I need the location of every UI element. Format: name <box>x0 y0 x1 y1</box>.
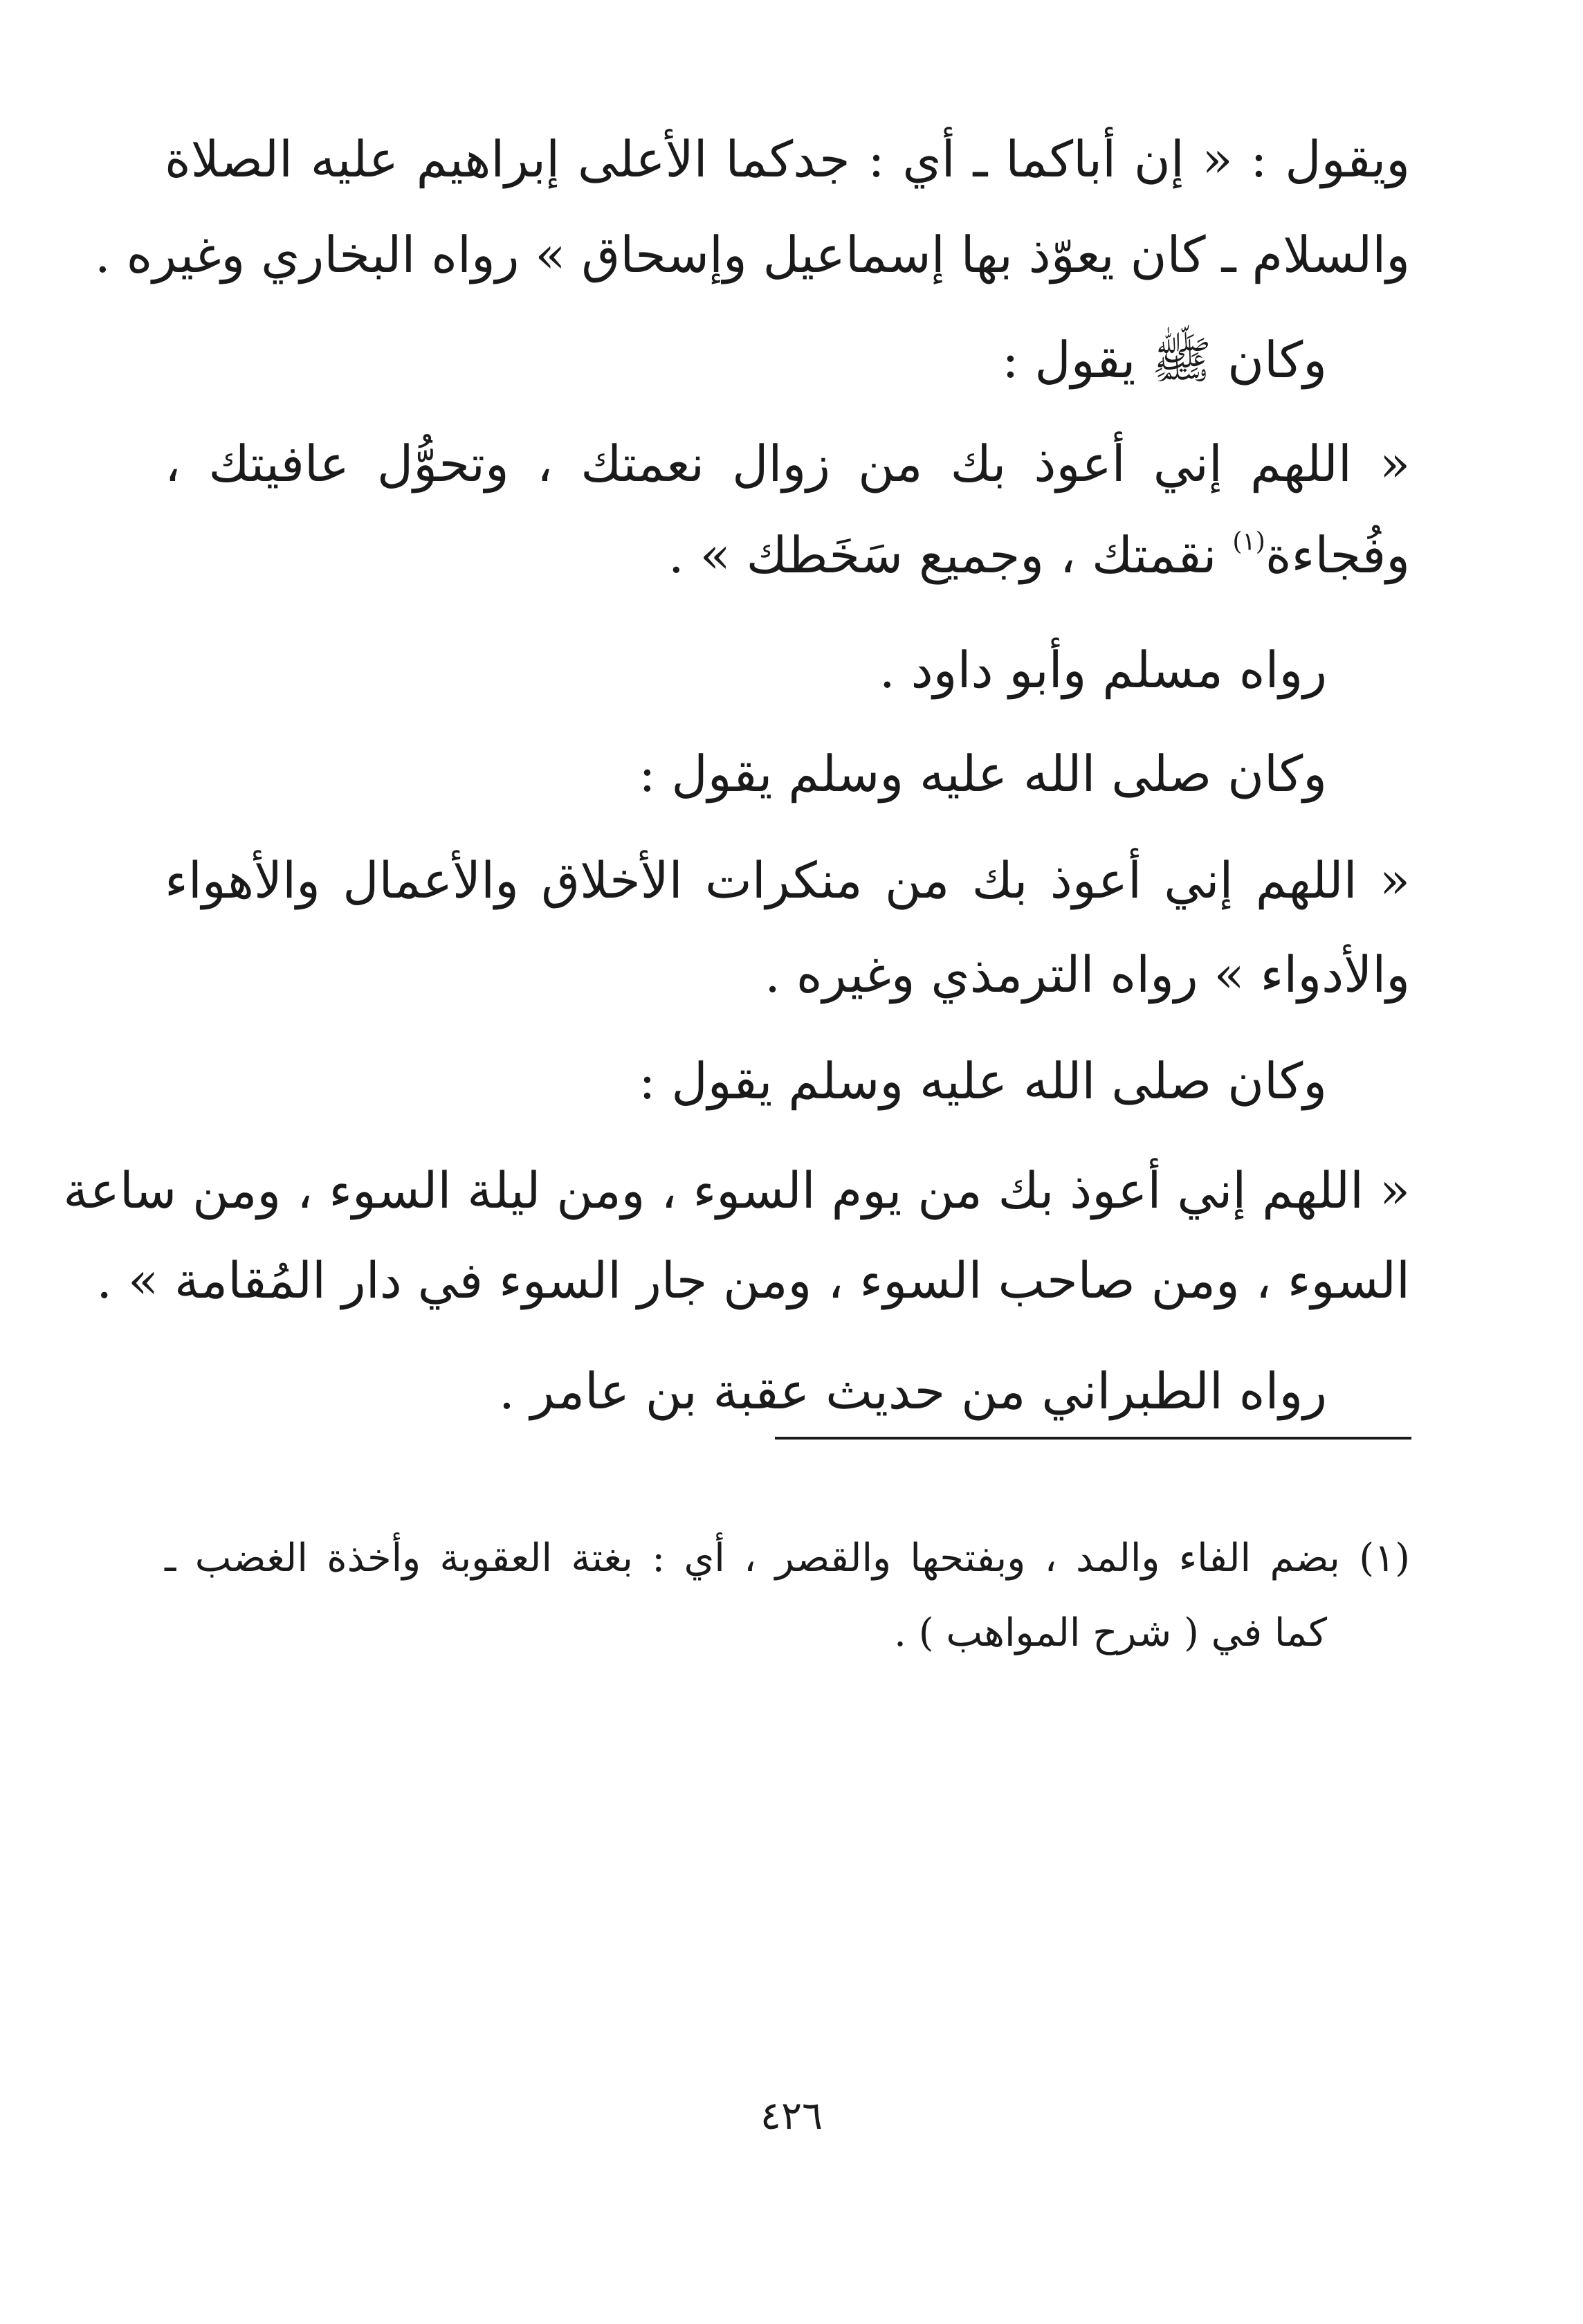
word-fujaa: وفُجاءة <box>1265 526 1410 584</box>
text-line-12: السوء ، ومن صاحب السوء ، ومن جار السوء في دار المُقامة » . <box>96 1251 1410 1309</box>
text-line-3: وكان ﷺ يقول : <box>1002 331 1327 389</box>
text-line-4: « اللهم إني أعوذ بك من زوال نعمتك ، وتحوُّل عافيتك ، <box>165 435 1410 493</box>
text-line-9: والأدواء » رواه الترمذي وغيره . <box>765 945 1410 1004</box>
footnote-line-2: كما في ( شرح المواهب ) . <box>894 1610 1327 1655</box>
text-line-13: رواه الطبراني من حديث عقبة بن عامر . <box>498 1362 1327 1420</box>
text-line-6: رواه مسلم وأبو داود . <box>879 641 1327 699</box>
text-line-5-rest: نقمتك ، وجميع سَخَطك » . <box>668 526 1217 584</box>
text-line-7: وكان صلى الله عليه وسلم يقول : <box>639 745 1327 803</box>
footnote-line-1: (١) بضم الفاء والمد ، وبفتحها والقصر ، أي : بغتة العقوبة وأخذة الغضب ـ <box>165 1536 1410 1581</box>
text-line-5 <box>165 520 1410 590</box>
footnote-marker: (١) <box>1232 527 1265 556</box>
page-number: ٤٢٦ <box>760 2094 823 2139</box>
text-line-8: « اللهم إني أعوذ بك من منكرات الأخلاق والأعمال والأهواء <box>165 851 1410 909</box>
text-line-1: ويقول : « إن أباكما ـ أي : جدكما الأعلى إبراهيم عليه الصلاة <box>165 130 1410 188</box>
footnote-separator <box>775 1437 1411 1440</box>
text-line-2: والسلام ـ كان يعوّذ بها إسماعيل وإسحاق » رواه البخاري وغيره . <box>94 226 1410 284</box>
text-line-10: وكان صلى الله عليه وسلم يقول : <box>639 1052 1327 1110</box>
text-line-11: « اللهم إني أعوذ بك من يوم السوء ، ومن ليلة السوء ، ومن ساعة <box>63 1161 1410 1219</box>
